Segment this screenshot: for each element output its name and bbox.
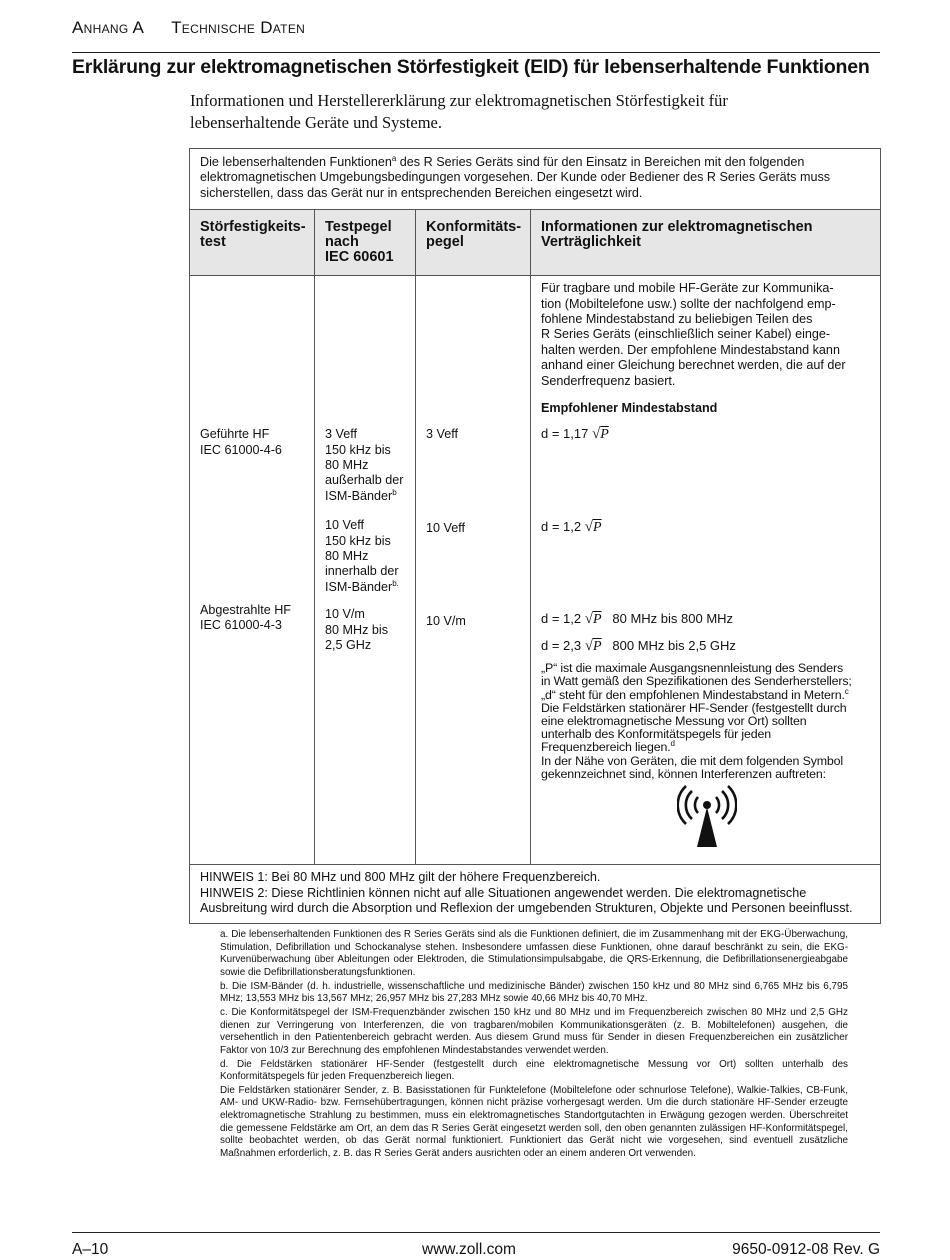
header-info: Informationen zur elektromagnetischen Verträglichkeit	[531, 210, 881, 276]
formula-radiated-high: d = 2,3 √P 800 MHz bis 2,5 GHz	[541, 637, 736, 654]
col-test	[190, 276, 315, 865]
col-info	[531, 276, 881, 865]
compliance-3veff: 3 Veff	[426, 427, 458, 442]
footnotes	[220, 929, 848, 1162]
header-section: Technische Daten	[171, 18, 306, 37]
header-appendix: Anhang A	[72, 18, 145, 37]
footnote-c: c. Die Konformitätspegel der ISM-Frequenzbänder zwischen 150 kHz und 80 MHz und im Frequenzbereich zwischen 80 MHz und 2,5 GHz dienen zur Verringerung von Interferenzen, die von tragbaren/mobilen Kommunikationsgeräten (z. B. Mobiltelefonen) ausgehen, die versehentlich in den Patientenbereich gebracht werden. Aus diesem Grund muss für Sender in diesen Frequenzbereichen ein zusätzlicher Faktor von 10/3 zur Berechnung des empfohlenen Mindestabstandes verwendet werden.	[220, 1006, 848, 1056]
intro-text: Informationen und Herstellererklärung zur elektromagnetischen Störfestigkeit für lebenserhaltende Geräte und Systeme.	[190, 91, 728, 132]
formula-conducted-inside: d = 1,2 √P	[541, 518, 602, 535]
footnote-d: d. Die Feldstärken stationärer HF-Sender (festgestellt durch eine elektromagnetische Messung vor Ort) sollten unterhalb des Konformitätspegels für jeden Frequenzbereich liegen.	[220, 1058, 848, 1083]
level-radiated: 10 V/m 80 MHz bis 2,5 GHz	[325, 607, 388, 653]
col-compliance	[416, 276, 531, 865]
level-conducted-inside: 10 Veff 150 kHz bis 80 MHz innerhalb der ISM-Bänder$^{b.}$	[325, 518, 399, 594]
table-caption: Die lebenserhaltenden Funktionen$^a$ des R Series Geräts sind für den Einsatz in Bereichen mit den folgenden elektromagnetischen Umgebungsbedingungen vorgesehen. Der Kunde oder Bediener des R Series Geräts muss sicherstellen, dass das Gerät nur in entsprechenden Bereichen eingesetzt wird.	[190, 149, 881, 210]
test-conducted: Geführte HF IEC 61000-4-6	[200, 427, 282, 457]
level-conducted-outside: 3 Veff 150 kHz bis 80 MHz außerhalb der ISM-Bänder$^b$	[325, 427, 404, 503]
test-radiated: Abgestrahlte HF IEC 61000-4-3	[200, 603, 291, 633]
footnote-b: b. Die ISM-Bänder (d. h. industrielle, wissenschaftliche und medizinische Bänder) zwischen 150 kHz und 80 MHz sind 6,765 MHz bis 6,795 MHz; 13,553 MHz bis 13,567 MHz; 26,957 MHz bis 27,283 MHz sowie 40,66 MHz bis 40,70 MHz.	[220, 980, 848, 1005]
radiation-warning-icon	[541, 781, 872, 853]
page-header	[72, 18, 880, 53]
footer-url: www.zoll.com	[422, 1241, 516, 1258]
header-test: Störfestigkeits- test	[190, 210, 315, 276]
formula-conducted-outside: d = 1,17 √P	[541, 426, 609, 443]
footnote-d-continued: Die Feldstärken stationärer Sender, z. B. Basisstationen für Funktelefone (Mobiltelefone oder schnurlose Telefone), Walkie-Talkies, CB-Funk, AM- und UKW-Radio- bzw. Fernsehübertragungen, können nicht präzise vorhergesagt werden. Um die durch stationäre HF-Sender erzeugte elektromagnetische Strahlung zu bestimmen, muss ein elektromagnetisches Standortgutachten in Erwägung gezogen werden. Überschreitet die gemessene Feldstärke am Ort, an dem das R Series Gerät eingesetzt werden soll, den oben genannten zulässigen HF-Konformitätspegel, sollte beobachtet werden, ob das Gerät normal funktioniert. Funktioniert das Gerät nicht wie vorgesehen, sind eventuell zusätzliche Maßnahmen erforderlich, z. B. das R Series Gerät anders ausrichten oder an einem anderen Ort verwenden.	[220, 1084, 848, 1159]
info-explain: „P“ ist die maximale Ausgangsnennleistung des Senders in Watt gemäß den Spezifikationen des Senderherstellers; „d“ steht für den empfohlenen Mindestabstand in Metern.$^c$ Die Feldstärken stationärer HF-Sender (festgestellt durch eine elektromagnetische Messung vor Ort) sollten unterhalb des Konformitätspegels für jeden Frequenzbereich liegen.$^d$ In der Nähe von Geräten, die mit dem folgenden Symbol gekennzeichnet sind, können Interferenzen auftreten:	[541, 661, 852, 781]
header-testlevel: Testpegel nach IEC 60601	[315, 210, 416, 276]
info-heading: Empfohlener Mindestabstand	[541, 401, 718, 416]
page-title: Erklärung zur elektromagnetischen Störfestigkeit (EID) für lebenserhaltende Funktionen	[72, 56, 870, 78]
col-level	[315, 276, 416, 865]
header-compliance: Konformitäts- pegel	[416, 210, 531, 276]
compliance-10vm: 10 V/m	[426, 614, 466, 629]
emc-table	[189, 148, 881, 924]
doc-number: 9650-0912-08 Rev. G	[732, 1241, 880, 1258]
info-intro: Für tragbare und mobile HF-Geräte zur Kommunika- tion (Mobiltelefone usw.) sollte der nachfolgend emp- fohlene Mindestabstand zu beliebigen Teilen des R Series Geräts (einschließlich seiner Kabel) einge- halten werden. Der empfohlene Mindestabstand kann anhand einer Gleichung berechnet werden, die auf der Senderfrequenz basiert.	[541, 281, 846, 388]
page-footer	[72, 1232, 880, 1258]
page-number: A–10	[72, 1241, 109, 1258]
footnote-a: a. Die lebenserhaltenden Funktionen des R Series Geräts sind als die Funktionen definiert, die im Zusammenhang mit der EKG-Überwachung, Stimulation, Defibrillation und Schockanalyse stehen. Insbesondere umfassen diese Funktionen, ohne darauf beschränkt zu sein, die EKG-Kurvenüberwachung über Ableitungen oder Elektroden, die Stimulationsimpulsabgabe, die QRS-Erkennung, die Defibrillationsenergieabgabe sowie die Defibrillationsberatungsfunktionen.	[220, 929, 848, 978]
table-note: HINWEIS 1: Bei 80 MHz und 800 MHz gilt der höhere Frequenzbereich. HINWEIS 2: Diese Richtlinien können nicht auf alle Situationen angewendet werden. Die elektromagnetische Ausbreitung wird durch die Absorption und Reflexion der umgebenden Strukturen, Objekte und Personen beeinflusst.	[190, 865, 881, 924]
formula-radiated-low: d = 1,2 √P 80 MHz bis 800 MHz	[541, 611, 734, 628]
compliance-10veff: 10 Veff	[426, 520, 465, 535]
